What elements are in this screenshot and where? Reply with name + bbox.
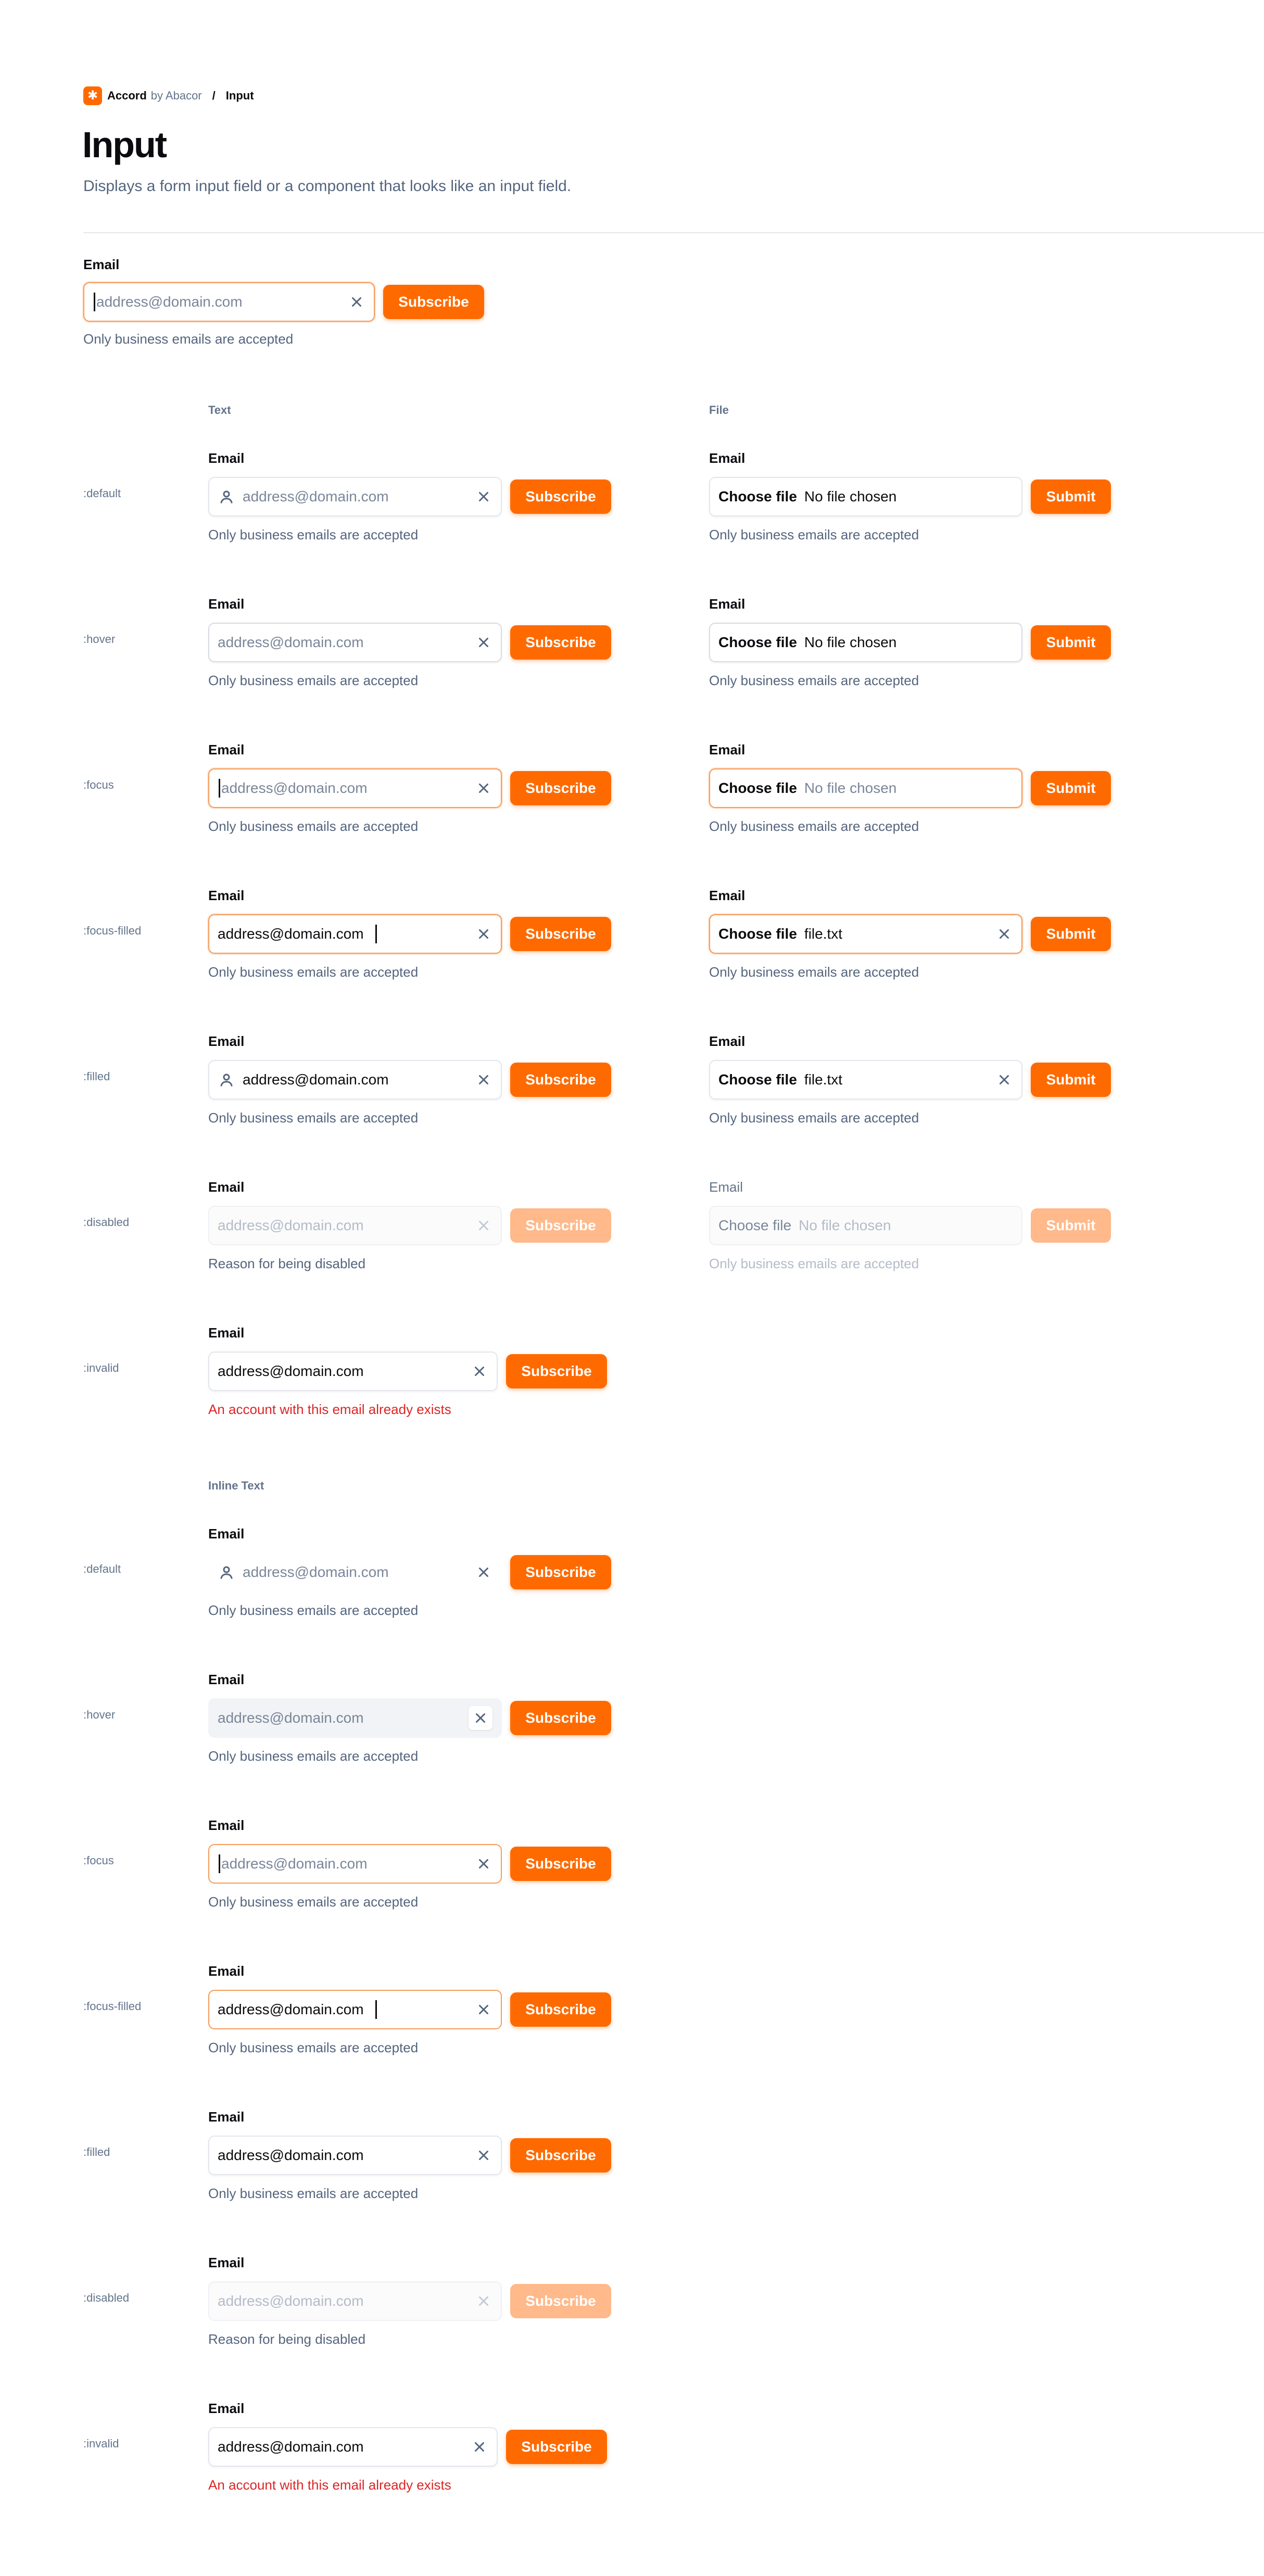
email-input[interactable]	[208, 1844, 502, 1884]
text-field-invalid	[208, 1324, 677, 1429]
subscribe-button[interactable]: Subscribe	[510, 917, 611, 951]
help-text: Only business emails are accepted	[208, 1894, 419, 1910]
text-caret	[94, 293, 95, 311]
field-label: Email	[208, 596, 245, 612]
file-field-focus-filled	[709, 887, 1178, 991]
field-label: Email	[208, 2255, 245, 2270]
close-icon[interactable]	[471, 1362, 488, 1380]
file-field-filled	[709, 1033, 1178, 1137]
input-value: address@domain.com	[218, 2439, 364, 2455]
user-icon	[218, 1563, 235, 1581]
section-header-file: File	[709, 403, 729, 416]
file-name: No file chosen	[804, 488, 897, 504]
close-icon[interactable]	[995, 925, 1013, 943]
text-caret	[375, 925, 377, 943]
subscribe-button[interactable]: Subscribe	[506, 1354, 607, 1388]
choose-file-button[interactable]: Choose file	[718, 780, 797, 796]
submit-button[interactable]: Submit	[1031, 771, 1111, 805]
input-placeholder: address@domain.com	[243, 1564, 389, 1580]
field-label: Email	[208, 1672, 245, 1687]
section-header-inline-text: Inline Text	[208, 1479, 264, 1492]
subscribe-button[interactable]: Subscribe	[510, 1063, 611, 1097]
close-icon[interactable]	[475, 925, 492, 943]
help-text: Only business emails are accepted	[208, 1748, 419, 1764]
logo-icon: ✱	[83, 86, 102, 105]
help-text: Reason for being disabled	[208, 1256, 366, 1271]
file-input[interactable]	[709, 914, 1022, 954]
email-input[interactable]	[208, 2136, 502, 2175]
input-placeholder: address@domain.com	[221, 1855, 368, 1872]
user-icon	[218, 488, 235, 506]
file-name: No file chosen	[799, 1217, 891, 1233]
input-placeholder: address@domain.com	[96, 294, 243, 310]
submit-button[interactable]: Submit	[1031, 479, 1111, 514]
help-text: Only business emails are accepted	[208, 818, 419, 834]
field-label: Email	[83, 257, 120, 272]
submit-button[interactable]: Submit	[1031, 917, 1111, 951]
input-value: address@domain.com	[218, 2001, 364, 2017]
help-text: Only business emails are accepted	[709, 1110, 919, 1126]
subscribe-button[interactable]: Subscribe	[510, 1847, 611, 1881]
help-text: Only business emails are accepted	[208, 964, 419, 980]
email-input[interactable]	[83, 282, 375, 322]
field-label: Email	[208, 1325, 245, 1341]
text-caret	[219, 1854, 220, 1873]
close-icon[interactable]	[995, 1071, 1013, 1089]
field-label: Email	[208, 2109, 245, 2125]
subscribe-button[interactable]: Subscribe	[510, 1992, 611, 2027]
input-placeholder: address@domain.com	[221, 780, 368, 796]
state-label-focus: :focus	[83, 778, 114, 791]
text-caret	[375, 2000, 377, 2019]
email-input[interactable]	[208, 1352, 498, 1391]
state-label-disabled: :disabled	[83, 2291, 130, 2304]
page-title: Input	[82, 124, 167, 165]
field-label: Email	[709, 1179, 743, 1195]
text-field-hover	[208, 596, 677, 700]
file-field-hover	[709, 596, 1178, 700]
input-value: address@domain.com	[218, 1363, 364, 1379]
state-label-filled: :filled	[83, 2145, 110, 2158]
help-text: Only business emails are accepted	[709, 673, 919, 688]
text-field-filled	[208, 1033, 677, 1137]
field-label: Email	[208, 888, 245, 903]
input-value: address@domain.com	[243, 1071, 389, 1088]
close-icon[interactable]	[475, 488, 492, 506]
file-field-default	[709, 450, 1178, 554]
breadcrumb-separator: /	[212, 89, 216, 102]
field-label: Email	[709, 1033, 745, 1049]
state-label-invalid: :invalid	[83, 1361, 119, 1374]
choose-file-button: Choose file	[718, 1217, 792, 1233]
choose-file-button[interactable]: Choose file	[718, 1071, 797, 1088]
file-name: No file chosen	[804, 634, 897, 650]
input-text	[218, 925, 467, 943]
close-icon[interactable]	[475, 2146, 492, 2164]
email-input[interactable]	[208, 768, 502, 808]
email-input[interactable]	[208, 1698, 502, 1738]
close-icon[interactable]	[471, 2438, 488, 2456]
file-input[interactable]	[709, 1060, 1022, 1100]
input-placeholder: address@domain.com	[218, 2293, 364, 2309]
state-label-filled: :filled	[83, 1070, 110, 1083]
submit-button[interactable]: Submit	[1031, 625, 1111, 660]
help-text: Only business emails are accepted	[709, 964, 919, 980]
email-input[interactable]	[208, 1552, 502, 1592]
subscribe-button: Subscribe	[510, 2284, 611, 2318]
file-field-focus	[709, 741, 1178, 845]
submit-button: Submit	[1031, 1208, 1111, 1243]
field-label: Email	[709, 888, 745, 903]
file-field-disabled	[709, 1179, 1178, 1283]
field-label: Email	[208, 1963, 245, 1979]
subscribe-button[interactable]: Subscribe	[510, 1555, 611, 1589]
help-text: Only business emails are accepted	[709, 1256, 919, 1271]
inline-field-hover	[208, 1671, 677, 1775]
error-text: An account with this email already exists	[208, 1401, 451, 1417]
subscribe-button[interactable]: Subscribe	[506, 2430, 607, 2464]
breadcrumb	[83, 86, 254, 105]
subscribe-button[interactable]: Subscribe	[510, 625, 611, 660]
submit-button[interactable]: Submit	[1031, 1063, 1111, 1097]
choose-file-button[interactable]: Choose file	[718, 926, 797, 942]
field-label: Email	[709, 742, 745, 757]
field-label: Email	[208, 1179, 245, 1195]
field-label: Email	[208, 2401, 245, 2416]
email-input[interactable]	[208, 914, 502, 954]
breadcrumb-brand[interactable]: Accord	[107, 89, 147, 102]
text-field-default	[208, 450, 677, 554]
input-text	[93, 293, 340, 311]
email-input[interactable]	[208, 623, 502, 662]
text-field-disabled	[208, 1179, 677, 1283]
inline-field-focus	[208, 1817, 677, 1921]
file-input[interactable]	[709, 477, 1022, 516]
field-label: Email	[208, 1526, 245, 1542]
email-input[interactable]	[208, 477, 502, 516]
input-text	[218, 1854, 467, 1873]
close-icon[interactable]	[469, 1706, 492, 1730]
error-text: An account with this email already exists	[208, 2477, 451, 2493]
text-field-focus	[208, 741, 677, 845]
email-input[interactable]	[208, 1060, 502, 1100]
help-text: Only business emails are accepted	[208, 1602, 419, 1618]
text-field-focus-filled	[208, 887, 677, 991]
file-name: No file chosen	[804, 780, 897, 796]
field-label: Email	[709, 596, 745, 612]
help-text: Only business emails are accepted	[208, 1110, 419, 1126]
inline-field-default	[208, 1525, 677, 1630]
file-name: file.txt	[804, 926, 843, 942]
input-placeholder: address@domain.com	[218, 1710, 364, 1726]
input-value: address@domain.com	[218, 926, 364, 942]
help-text: Only business emails are accepted	[709, 527, 919, 542]
subscribe-button: Subscribe	[510, 1208, 611, 1243]
help-text: Only business emails are accepted	[208, 2040, 419, 2055]
input-placeholder: address@domain.com	[243, 488, 389, 504]
close-icon[interactable]	[475, 1855, 492, 1873]
help-text: Only business emails are accepted	[709, 818, 919, 834]
close-icon[interactable]	[475, 634, 492, 651]
close-icon[interactable]	[475, 779, 492, 797]
section-header-text: Text	[208, 403, 231, 416]
state-label-disabled: :disabled	[83, 1216, 130, 1229]
help-text: Only business emails are accepted	[208, 673, 419, 688]
close-icon[interactable]	[348, 293, 365, 311]
close-icon	[475, 2292, 492, 2310]
state-label-default: :default	[83, 487, 121, 500]
close-icon[interactable]	[475, 1071, 492, 1089]
field-label: Email	[208, 450, 245, 466]
inline-field-invalid	[208, 2400, 677, 2504]
input-text	[218, 2000, 467, 2019]
email-input[interactable]	[208, 1990, 502, 2029]
field-label: Email	[208, 1817, 245, 1833]
text-caret	[219, 779, 220, 798]
file-input	[709, 1206, 1022, 1245]
email-input	[208, 1206, 502, 1245]
file-input[interactable]	[709, 768, 1022, 808]
state-label-focus-filled: :focus-filled	[83, 924, 142, 937]
state-label-hover: :hover	[83, 1708, 116, 1721]
state-label-default: :default	[83, 1562, 121, 1575]
email-input	[208, 2281, 502, 2321]
state-label-focus: :focus	[83, 1854, 114, 1867]
state-label-focus-filled: :focus-filled	[83, 2000, 142, 2013]
input-placeholder: address@domain.com	[218, 634, 364, 650]
subscribe-button[interactable]: Subscribe	[510, 1701, 611, 1735]
demo-field	[83, 256, 552, 360]
field-label: Email	[208, 1033, 245, 1049]
input-text	[218, 779, 467, 798]
help-text: Only business emails are accepted	[208, 527, 419, 542]
file-name: file.txt	[804, 1071, 843, 1088]
help-text: Only business emails are accepted	[208, 2186, 419, 2201]
input-value: address@domain.com	[218, 2147, 364, 2163]
file-input[interactable]	[709, 623, 1022, 662]
inline-field-filled	[208, 2108, 677, 2213]
choose-file-button[interactable]: Choose file	[718, 488, 797, 504]
subscribe-button[interactable]: Subscribe	[383, 285, 484, 319]
close-icon[interactable]	[475, 1563, 492, 1581]
email-input[interactable]	[208, 2427, 498, 2467]
subscribe-button[interactable]: Subscribe	[510, 771, 611, 805]
field-label: Email	[709, 450, 745, 466]
breadcrumb-brand-by: by Abacor	[150, 89, 202, 102]
state-label-invalid: :invalid	[83, 2437, 119, 2450]
divider	[83, 232, 1264, 233]
page-description: Displays a form input field or a component that looks like an input field.	[83, 178, 572, 195]
user-icon	[218, 1071, 235, 1089]
subscribe-button[interactable]: Subscribe	[510, 2138, 611, 2173]
breadcrumb-current: Input	[225, 89, 254, 102]
subscribe-button[interactable]: Subscribe	[510, 479, 611, 514]
help-text: Only business emails are accepted	[83, 331, 294, 347]
inline-field-focus-filled	[208, 1963, 677, 2067]
choose-file-button[interactable]: Choose file	[718, 634, 797, 650]
input-placeholder: address@domain.com	[218, 1217, 364, 1233]
inline-field-disabled	[208, 2254, 677, 2358]
close-icon	[475, 1217, 492, 1234]
field-label: Email	[208, 742, 245, 757]
close-icon[interactable]	[475, 2001, 492, 2018]
help-text: Reason for being disabled	[208, 2331, 366, 2347]
state-label-hover: :hover	[83, 633, 116, 646]
